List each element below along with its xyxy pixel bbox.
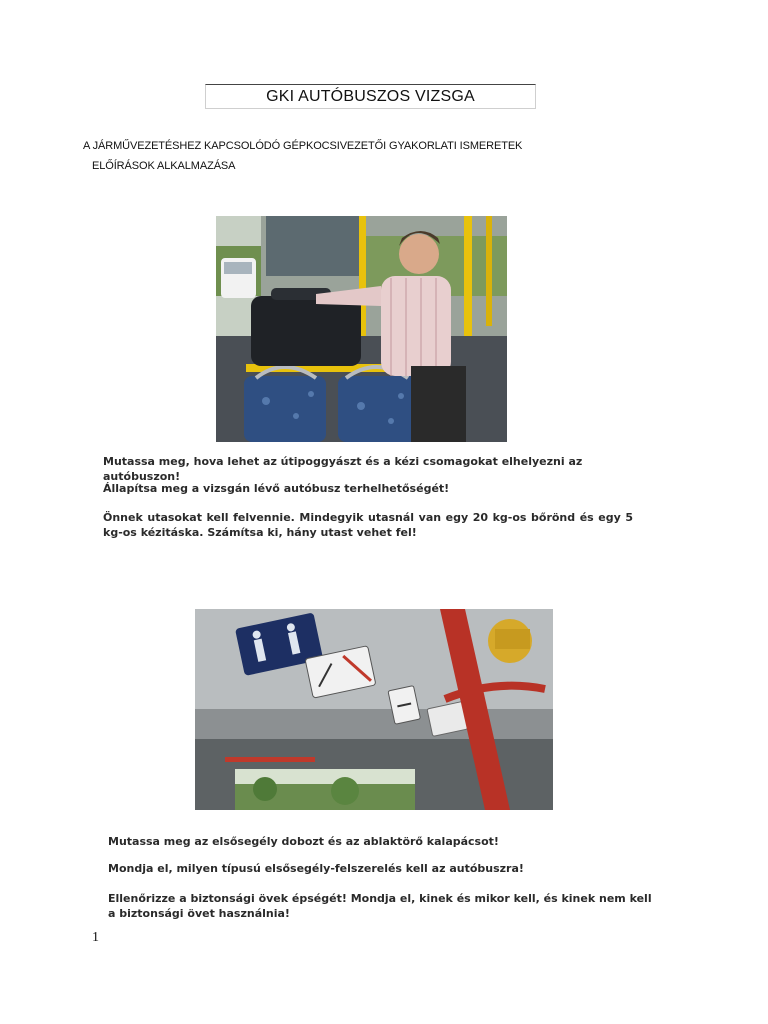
task-first-aid-equipment: Mondja el, milyen típusú elsősegély-felszerelés kell az autóbuszra! — [108, 862, 524, 875]
page-title: GKI AUTÓBUSZOS VIZSGA — [205, 84, 536, 109]
subject-subheading: ELŐÍRÁSOK ALKALMAZÁSA — [92, 160, 236, 172]
bus-ceiling-photo — [195, 609, 553, 810]
task-seat-belts: Ellenőrizze a biztonsági övek épségét! Mondja el, kinek és mikor kell, és kinek nem kell a biztonsági övet használnia! — [108, 892, 652, 920]
task-luggage-placement: Mutassa meg, hova lehet az útipoggyászt és a kézi csomagokat elhelyezni az autóbuszon! — [103, 455, 583, 483]
luggage-photo — [216, 216, 507, 442]
subject-heading: A JÁRMŰVEZETÉSHEZ KAPCSOLÓDÓ GÉPKOCSIVEZETŐI GYAKORLATI ISMERETEK — [83, 140, 523, 152]
page-number: 1 — [92, 930, 99, 945]
task-bus-load-capacity: Állapítsa meg a vizsgán lévő autóbusz terhelhetőségét! — [103, 482, 450, 495]
task-first-aid-kit: Mutassa meg az elsősegély dobozt és az ablaktörő kalapácsot! — [108, 835, 499, 848]
task-passenger-calculation: Önnek utasokat kell felvennie. Mindegyik utasnál van egy 20 kg-os bőrönd és egy 5 kg-os kézitáska. Számítsa ki, hány utast vehet fel! — [103, 511, 633, 539]
